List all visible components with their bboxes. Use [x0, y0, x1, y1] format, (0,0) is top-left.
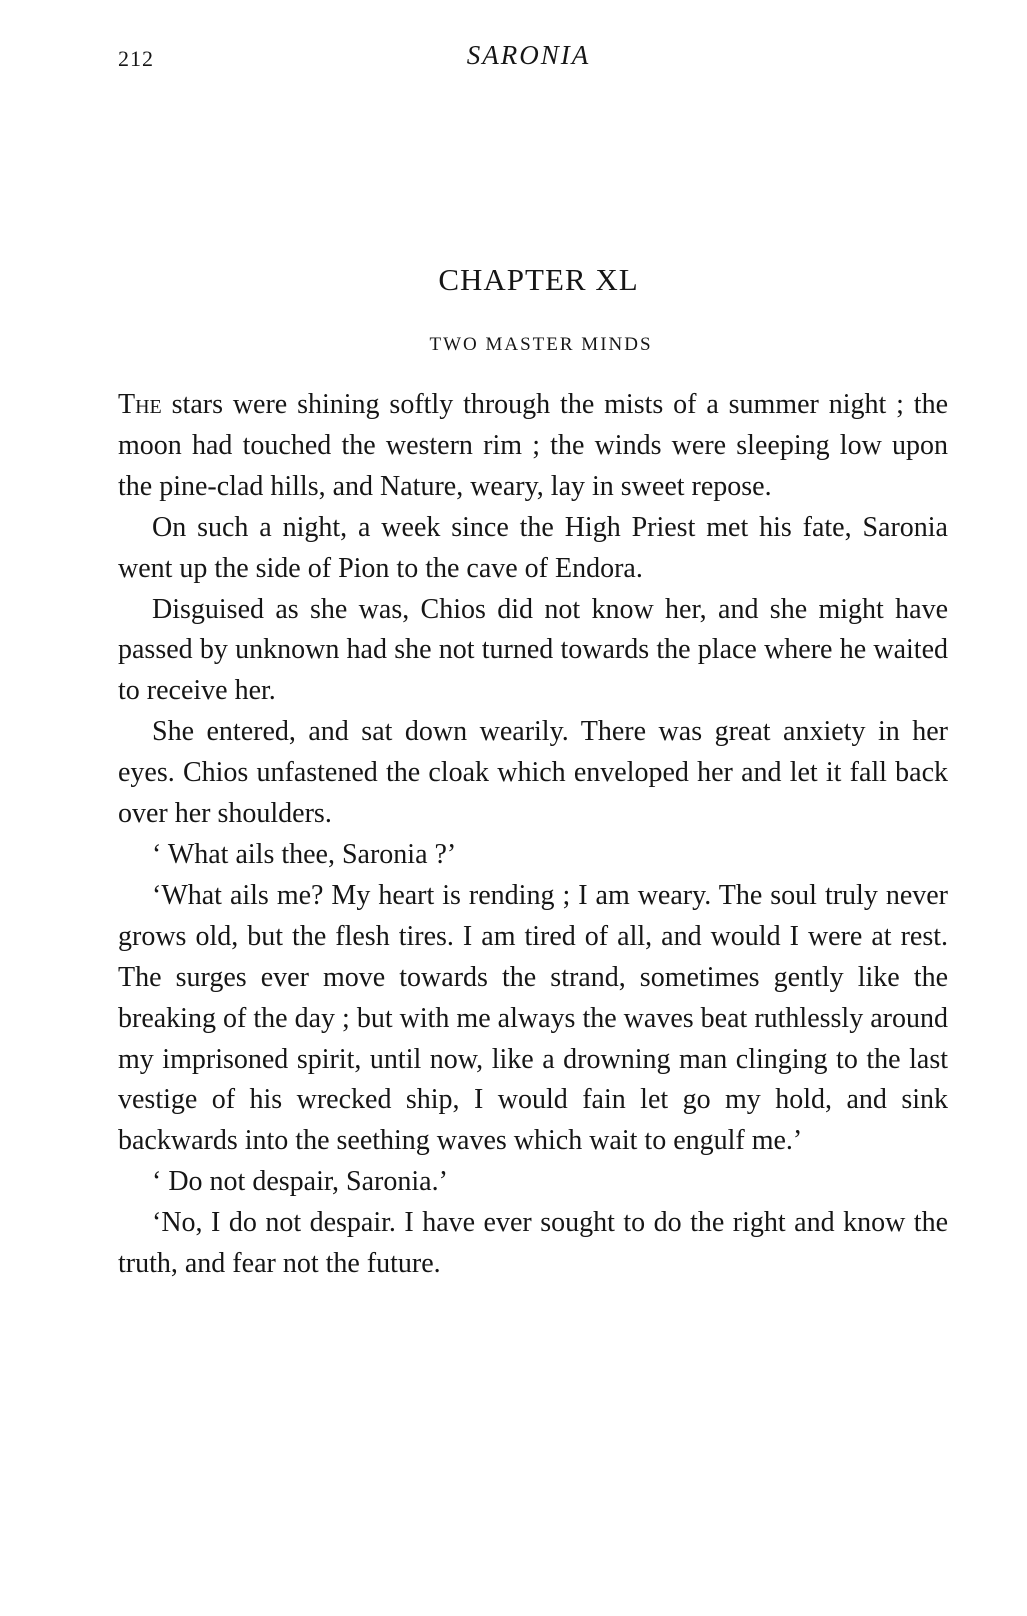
- paragraph: Disguised as she was, Chios did not know her, and she might have passed by unknown had she not turned towards the place where he waited to receive her.: [118, 593, 948, 707]
- chapter-heading: CHAPTER XL: [438, 262, 639, 297]
- chapter-subtitle: TWO MASTER MINDS: [429, 334, 653, 355]
- paragraph: ‘ What ails thee, Saronia ?’: [152, 838, 457, 870]
- running-title: SARONIA: [466, 40, 591, 70]
- page-number: 212: [118, 46, 154, 71]
- body-text: [118, 385, 948, 1285]
- paragraph: ‘What ails me? My heart is rending ; I am weary. The soul truly never grows old, but the flesh tires. I am tired of all, and would I were at rest. The surges ever move towards the strand, sometimes gently like the breaking of the day ; but with me always the waves beat ruthlessly around my imprisoned spirit, until now, like a drowning man clinging to the last vestige of his wrecked ship, I would fain let go my hold, and sink backwards into the seething waves which wait to engulf me.’: [118, 879, 948, 1157]
- paragraph: She entered, and sat down wearily. There was great anxiety in her eyes. Chios unfastened the cloak which enveloped her and let it fall back over her shoulders.: [118, 716, 948, 830]
- paragraph-text: stars were shining softly through the mists of a summer night ; the moon had touched the western rim ; the winds were sleeping low upon the pine-clad hills, and Nature, weary, lay in sweet repose.: [118, 389, 948, 502]
- paragraph: ‘No, I do not despair. I have ever sought to do the right and know the truth, and fear not the future.: [118, 1207, 948, 1280]
- paragraph: ‘ Do not despair, Saronia.’: [152, 1166, 448, 1198]
- paragraph: On such a night, a week since the High Priest met his fate, Saronia went up the side of Pion to the cave of Endora.: [118, 511, 948, 584]
- paragraph: [118, 385, 948, 508]
- paragraph-lead-word: The: [118, 389, 162, 420]
